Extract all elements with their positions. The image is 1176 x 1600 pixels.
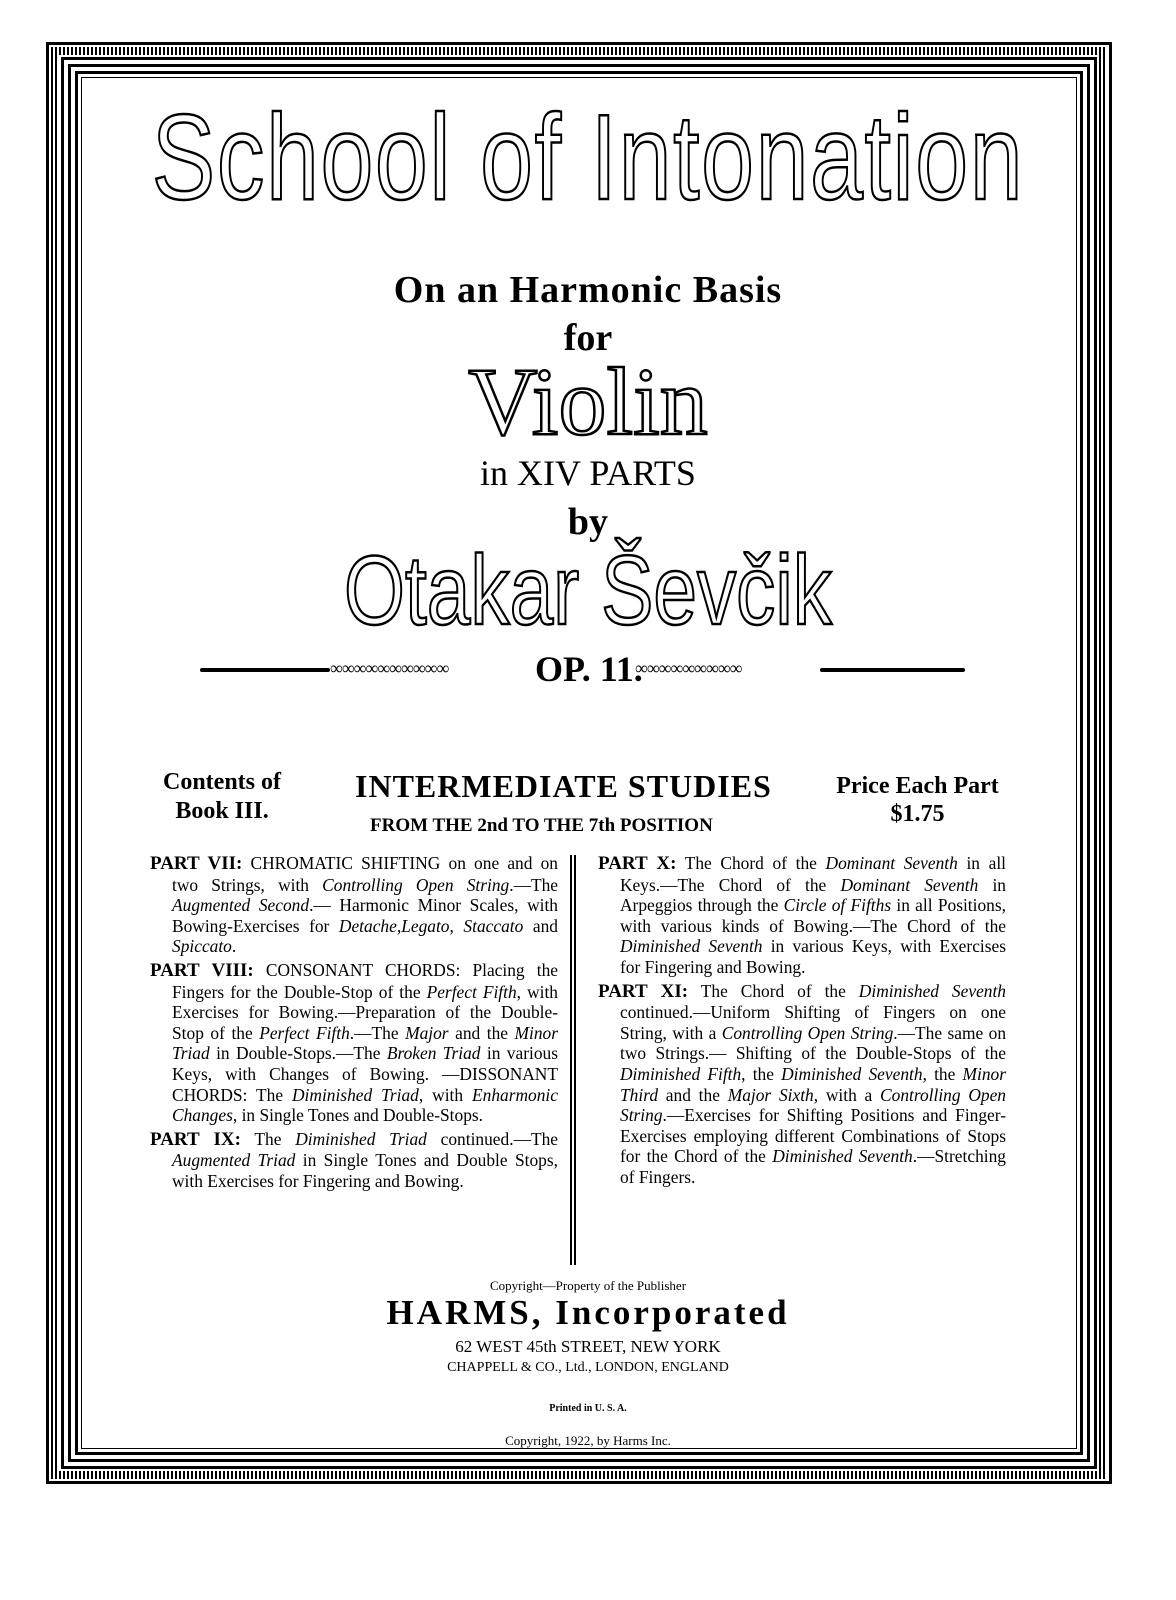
- ornament-rule: [200, 668, 330, 672]
- part-text: Diminished Seventh: [781, 1063, 923, 1084]
- opus-ornament: [0, 648, 1176, 688]
- part-text: Diminished Seventh: [620, 936, 763, 957]
- author: Otakar Ševčik: [344, 535, 832, 645]
- part-text: Enharmonic Changes: [172, 1084, 558, 1126]
- part-text: Diminished Triad: [295, 1128, 427, 1149]
- part-text: in all Keys.—The Chord of the: [620, 853, 1007, 895]
- part-text: Spiccato: [172, 936, 232, 957]
- part-text: Controlling Open String: [322, 874, 510, 895]
- part-text: , with: [418, 1084, 472, 1105]
- part-text: The: [240, 1128, 296, 1149]
- section-heading: INTERMEDIATE STUDIES: [355, 768, 772, 804]
- ornament-rule: [820, 668, 965, 672]
- part-text: .: [231, 936, 237, 957]
- part-text: .—The: [349, 1022, 406, 1043]
- part-text: Staccato: [463, 915, 524, 936]
- ornamental-border: [46, 42, 1112, 1484]
- part-text: CONSONANT CHORDS: Placing the Fingers for the Double-Stop of the: [172, 959, 558, 1002]
- part-text: Controlling Open String: [721, 1022, 894, 1043]
- contents-column-left: [150, 853, 558, 1195]
- contents-label: [152, 768, 292, 826]
- part-text: , in Single Tones and Double-Stops.: [232, 1105, 484, 1126]
- contents-column-right: [598, 853, 1006, 1191]
- part-text: Perfect Fifth: [259, 1022, 350, 1043]
- part-entry: [598, 853, 1006, 978]
- part-text: Diminished Seventh: [858, 980, 1007, 1001]
- part-text: in Double-Stops.—The: [209, 1043, 387, 1064]
- price: [825, 772, 1010, 828]
- publisher: HARMS, Incorporated: [386, 1293, 790, 1332]
- part-text: Minor Third: [620, 1063, 1006, 1105]
- part-text: in Arpeggios through the: [620, 874, 1007, 916]
- part-text: and the: [658, 1084, 728, 1105]
- part-text: .—Exercises for Shifting Positions and Finger-Exercises employing different Combinations of Stops for the Chord of the: [620, 1105, 1006, 1167]
- part-label: PART XI:: [598, 980, 689, 1002]
- part-text: , the: [922, 1063, 963, 1084]
- part-label: PART X:: [598, 853, 677, 874]
- part-text: , with Exercises for Bowing.—Preparation of the Double-Stop of the: [172, 981, 558, 1043]
- part-text: Minor Triad: [172, 1022, 559, 1064]
- part-text: Major: [405, 1022, 449, 1043]
- contents-line: Book III.: [175, 798, 269, 824]
- parts-text: in XIV PARTS: [480, 453, 696, 493]
- part-text: Diminished Triad: [292, 1084, 419, 1105]
- part-text: Diminished Seventh: [772, 1146, 913, 1167]
- part-text: .—The: [509, 874, 558, 895]
- contents-line: Contents of: [163, 769, 281, 795]
- part-text: Dominant Seventh: [840, 874, 979, 895]
- instrument: Violin: [468, 348, 708, 455]
- subtitle: On an Harmonic Basis: [393, 269, 783, 311]
- column-divider: [570, 855, 576, 1265]
- part-text: ,: [449, 915, 464, 936]
- part-text: and: [523, 915, 558, 936]
- part-label: PART IX:: [150, 1128, 241, 1150]
- part-text: CHROMATIC SHIFTING on one and on two Strings, with: [172, 853, 558, 895]
- part-text: The Chord of the: [676, 853, 826, 873]
- ornament-scroll: ∞∞∞∞∞∞∞∞∞: [635, 658, 742, 678]
- part-text: Augmented Triad: [172, 1150, 296, 1171]
- part-text: and the: [448, 1022, 515, 1043]
- part-text: Broken Triad: [386, 1043, 481, 1064]
- part-text: Circle of Fifths: [783, 895, 892, 916]
- part-text: .—Stretching of Fingers.: [620, 1146, 1006, 1187]
- copyright-note: Copyright—Property of the Publisher: [489, 1278, 687, 1293]
- part-text: continued.—Uniform Shifting of Fingers on one String, with a: [620, 1002, 1006, 1043]
- part-label: PART VII:: [150, 853, 243, 874]
- part-text: , with a: [813, 1084, 881, 1105]
- by-text: by: [567, 501, 609, 543]
- for-text: for: [563, 317, 613, 359]
- publisher-address: 62 WEST 45th STREET, NEW YORK: [455, 1337, 721, 1356]
- price-label: Price Each Part: [836, 773, 999, 799]
- part-text: Perfect Fifth: [426, 981, 517, 1002]
- section-subheading: FROM THE 2nd TO THE 7th POSITION: [370, 815, 713, 836]
- title: School of Intonation: [151, 89, 1025, 225]
- part-text: Augmented Second: [172, 895, 310, 916]
- part-text: , the: [741, 1063, 782, 1084]
- copyright: Copyright, 1922, by Harms Inc.: [505, 1433, 671, 1448]
- part-text: Diminished Fifth: [620, 1063, 742, 1084]
- part-text: in various Keys, with Exercises for Fingering and Bowing.: [620, 936, 1007, 977]
- part-text: continued.—The: [426, 1128, 559, 1149]
- part-text: in Single Tones and Double Stops, with Exercises for Fingering and Bowing.: [172, 1150, 558, 1191]
- part-text: Detache,Legato: [338, 915, 450, 936]
- part-entry: [150, 853, 558, 957]
- part-entry: [598, 981, 1006, 1188]
- part-text: Major Sixth: [727, 1084, 814, 1105]
- part-text: The Chord of the: [688, 980, 859, 1001]
- part-text: in all Positions, with various kinds of Bowing.—The Chord of the: [620, 895, 1006, 936]
- part-text: .— Harmonic Minor Scales, with Bowing-Exercises for: [172, 895, 558, 936]
- part-label: PART VIII:: [150, 959, 254, 981]
- part-entry: [150, 1129, 558, 1192]
- ornament-scroll: ∞∞∞∞∞∞∞∞∞∞: [330, 658, 449, 678]
- part-text: in various Keys, with Changes of Bowing. —DISSONANT CHORDS: The: [172, 1043, 559, 1105]
- part-text: Dominant Seventh: [825, 853, 958, 873]
- price-value: $1.75: [890, 801, 945, 827]
- agent: CHAPPELL & CO., Ltd., LONDON, ENGLAND: [447, 1360, 729, 1375]
- part-entry: [150, 960, 558, 1126]
- part-text: .—The same on two Strings.— Shifting of the Double-Stops of the: [620, 1022, 1007, 1064]
- opus: OP. 11.: [535, 649, 643, 689]
- printed-in: Printed in U. S. A.: [549, 1403, 627, 1414]
- part-text: Controlling Open String: [620, 1084, 1006, 1126]
